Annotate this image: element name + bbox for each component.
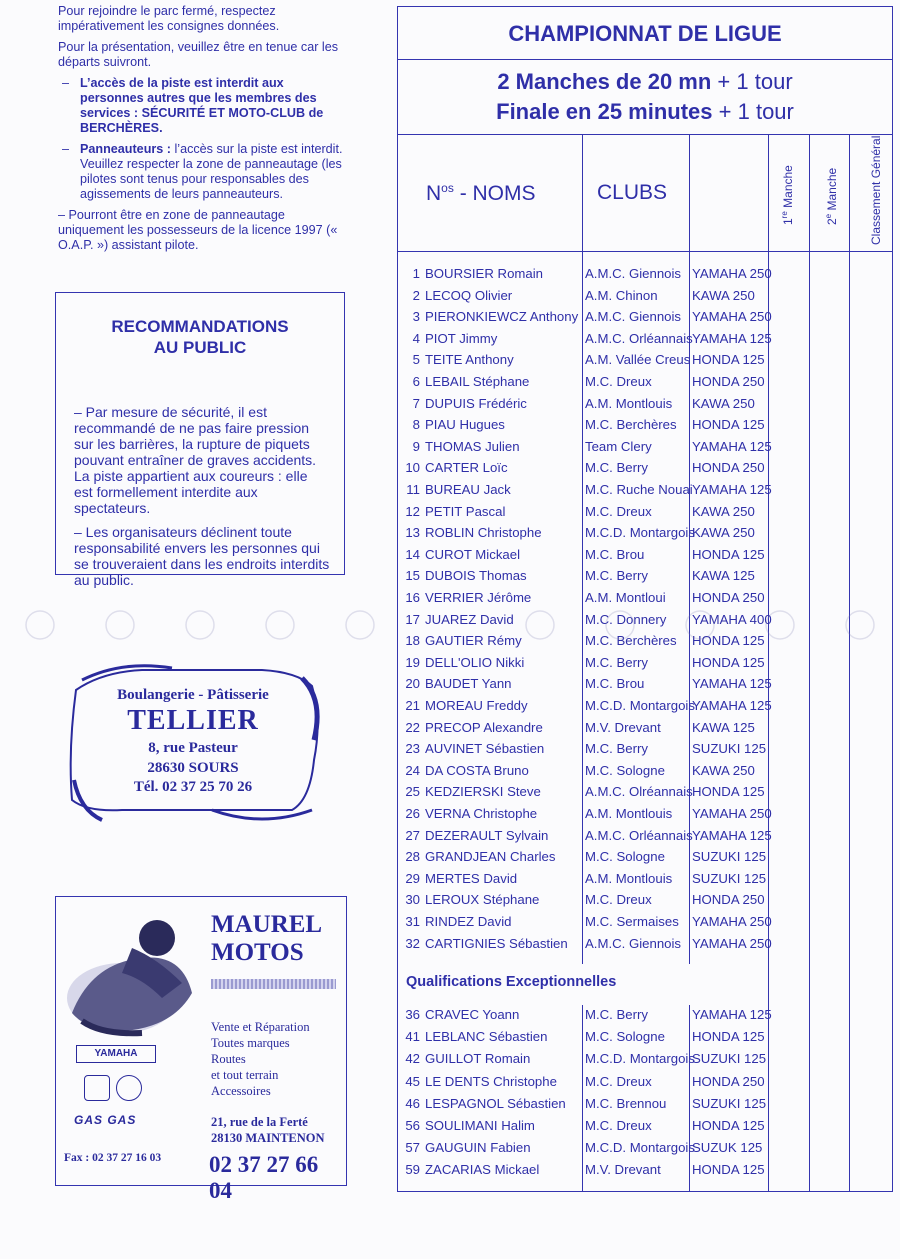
rider-club: M.C.D. Montargois	[585, 1051, 695, 1067]
rider-club: A.M.C. Giennois	[585, 935, 682, 951]
rider-name: LEBAIL Stéphane	[425, 374, 530, 389]
rider-bike: HONDA 125	[692, 1118, 765, 1133]
recommendations-title-line-1: RECOMMANDATIONS	[111, 317, 289, 336]
table-row	[398, 889, 768, 911]
rider-club: M.C. Brou	[585, 546, 645, 562]
rule-panneauteurs-text: l’accès sur la piste est interdit. Veuillez respecter la zone de panneautage (les pilotes sont tenus pour responsables des agissements de leurs panneauteurs.	[80, 142, 343, 201]
rider-bike: HONDA 250	[692, 590, 765, 605]
rider-name: RINDEZ David	[425, 914, 512, 929]
divider	[398, 134, 892, 135]
table-row	[398, 695, 772, 717]
rider-club: M.C. Berry	[585, 654, 649, 670]
rider-name: PIOT Jimmy	[425, 330, 498, 346]
rider-number: 12	[405, 503, 420, 519]
manche-2-sup: e	[824, 213, 833, 219]
rider-club: A.M.C. Giennois	[585, 266, 682, 281]
rider-name: VERRIER Jérôme	[425, 590, 532, 605]
rider-number: 41	[405, 1029, 420, 1045]
service-line: et tout terrain	[211, 1068, 279, 1082]
yamaha-logo-icon: YAMAHA	[76, 1045, 156, 1063]
column-header-clubs: CLUBS	[597, 181, 668, 204]
table-row	[398, 436, 772, 458]
rider-club: M.V. Drevant	[585, 1162, 661, 1178]
rider-number: 20	[405, 676, 420, 692]
race-format-line-2-bold: Finale en 25 minutes	[496, 99, 713, 124]
dash: –	[62, 142, 70, 156]
rider-club: A.M. Montlouis	[585, 806, 673, 821]
column-header-classement-general: Classement Général	[869, 135, 883, 245]
rider-bike: KAWA 250	[692, 395, 755, 411]
rider-bike: YAMAHA 250	[692, 806, 772, 821]
rider-bike: KAWA 125	[692, 719, 755, 735]
rider-number: 19	[405, 654, 420, 670]
rule-panneauteurs-label: Panneauteurs :	[80, 142, 171, 156]
maurel-motos-ad	[55, 896, 347, 1203]
rider-name: TEITE Anthony	[425, 352, 514, 368]
table-row	[398, 1048, 768, 1070]
intro-paragraph-1: Pour rejoindre le parc fermé, respectez impérativement les consignes données.	[58, 4, 280, 33]
rider-name: ROBLIN Christophe	[425, 525, 542, 541]
rider-number: 18	[405, 633, 420, 649]
rider-name: GUILLOT Romain	[425, 1051, 531, 1067]
rule-track-access	[62, 76, 350, 136]
decorative-bar	[211, 979, 336, 989]
rider-bike: YAMAHA 125	[692, 676, 772, 692]
table-row	[398, 738, 768, 760]
rider-name: AUVINET Sébastien	[425, 741, 545, 757]
rider-name: PETIT Pascal	[425, 503, 506, 519]
rider-number: 25	[405, 784, 420, 800]
maurel-ad-services	[211, 1019, 310, 1099]
rider-number: 45	[405, 1073, 420, 1089]
rider-number: 22	[405, 719, 420, 735]
table-row	[398, 846, 768, 868]
rider-name: VERNA Christophe	[425, 806, 538, 821]
rider-number: 14	[405, 546, 420, 562]
rider-name: BUREAU Jack	[425, 482, 511, 497]
rider-name: KEDZIERSKI Steve	[425, 784, 541, 800]
rider-name: THOMAS Julien	[425, 438, 520, 454]
table-row	[398, 803, 772, 825]
table-row	[398, 1093, 768, 1115]
rider-club: M.C. Berry	[585, 741, 649, 757]
bakery-ad-subtitle: Boulangerie - Pâtisserie	[117, 687, 269, 703]
race-format-line-1-bold: 2 Manches de 20 mn	[497, 69, 712, 94]
rider-number: 9	[412, 438, 420, 454]
rider-bike: KAWA 250	[692, 762, 755, 778]
rider-bike: YAMAHA 125	[692, 698, 772, 713]
rider-name: CARTER Loïc	[425, 460, 508, 476]
maurel-ad-title-line-2: MOTOS	[211, 939, 304, 966]
rider-number: 15	[405, 568, 420, 584]
rider-bike: HONDA 250	[692, 460, 765, 476]
column-header-manche-1	[780, 165, 795, 225]
table-row	[398, 587, 768, 609]
rider-bike: HONDA 125	[692, 654, 765, 670]
rider-number: 46	[405, 1095, 420, 1111]
rider-name: BOURSIER Romain	[425, 266, 543, 281]
rider-name: CRAVEC Yoann	[425, 1007, 520, 1022]
manche-1-rest: Manche	[781, 165, 795, 212]
rider-name: PRECOP Alexandre	[425, 719, 543, 735]
rider-bike: YAMAHA 250	[692, 914, 772, 929]
rider-number: 23	[405, 741, 420, 757]
rider-bike: SUZUKI 125	[692, 1095, 767, 1111]
rider-bike: YAMAHA 125	[692, 330, 772, 346]
rider-club: M.C. Sologne	[585, 762, 665, 778]
rule-panneauteurs	[62, 142, 350, 202]
column-header-manche-2	[824, 168, 839, 225]
rider-bike: KAWA 250	[692, 287, 755, 303]
table-row	[398, 349, 768, 371]
maurel-ad-fax: Fax : 02 37 27 16 03	[64, 1152, 162, 1164]
rider-number: 31	[405, 914, 420, 929]
table-row	[398, 263, 772, 285]
rider-club: M.C. Berry	[585, 460, 649, 476]
rider-number: 59	[405, 1162, 420, 1178]
rule-track-access-text: L’accès de la piste est interdit aux personnes autres que les membres des services : SÉCURITÉ ET MOTO-CLUB de BERCHÈRES.	[80, 76, 324, 135]
rider-club: A.M. Montloui	[585, 590, 666, 605]
rider-club: M.C. Brou	[585, 676, 645, 692]
table-row	[398, 717, 768, 739]
table-row	[398, 1071, 768, 1093]
table-row	[398, 306, 772, 328]
rider-number: 6	[412, 374, 420, 389]
rider-number: 21	[405, 698, 420, 713]
column-line	[809, 134, 810, 1191]
rider-name: LEROUX Stéphane	[425, 892, 540, 908]
rider-number: 7	[412, 395, 420, 411]
rider-number: 16	[405, 590, 420, 605]
rider-bike: HONDA 250	[692, 374, 765, 389]
table-row	[398, 501, 768, 523]
left-column	[58, 0, 350, 259]
table-row	[398, 479, 772, 501]
rider-club: M.C. Brennou	[585, 1095, 667, 1111]
rider-number: 13	[405, 525, 420, 541]
bakery-ad-city: 28630 SOURS	[147, 760, 239, 776]
header-divider	[398, 251, 892, 252]
table-row	[398, 630, 768, 652]
rider-club: M.C. Sologne	[585, 849, 665, 865]
rider-club: M.C.D. Montargois	[585, 698, 695, 713]
rider-club: A.M. Montlouis	[585, 395, 673, 411]
table-row	[398, 652, 768, 674]
address-line-1: 21, rue de la Ferté	[211, 1115, 308, 1129]
rider-number: 24	[405, 762, 420, 778]
rider-name: DEZERAULT Sylvain	[425, 827, 549, 843]
maurel-ad-address	[211, 1114, 325, 1146]
table-row	[398, 609, 772, 631]
rider-name: SOULIMANI Halim	[425, 1118, 535, 1133]
rider-number: 30	[405, 892, 420, 908]
rider-bike: SUZUKI 125	[692, 741, 767, 757]
recommendations-title-line-2: AU PUBLIC	[153, 338, 247, 357]
rider-bike: KAWA 250	[692, 503, 755, 519]
manche-1-num: 1	[781, 218, 795, 225]
recommendations-title	[56, 316, 344, 358]
rider-name: CUROT Mickael	[425, 546, 521, 562]
race-format-line-1	[398, 69, 892, 95]
rider-club: M.C. Dreux	[585, 503, 652, 519]
table-row	[398, 457, 768, 479]
bakery-ad-name: TELLIER	[127, 705, 259, 736]
rider-bike: YAMAHA 250	[692, 266, 772, 281]
rider-number: 28	[405, 849, 420, 865]
table-row	[398, 1159, 768, 1181]
intro-paragraph-2: Pour la présentation, veuillez être en tenue car les départs suivront.	[58, 40, 339, 69]
recommendations-paragraph-2: – Les organisateurs déclinent toute responsabilité envers les personnes qui se trouveraient dans les endroits interdits au public.	[74, 524, 330, 588]
rider-bike: HONDA 250	[692, 1073, 765, 1089]
table-row	[398, 393, 768, 415]
rider-bike: KAWA 250	[692, 525, 755, 541]
rider-club: M.C. Berchères	[585, 633, 677, 649]
rider-number: 56	[405, 1118, 420, 1133]
rider-club: M.C.D. Montargois	[585, 1140, 695, 1156]
manche-1-sup: re	[780, 211, 789, 219]
rider-club: M.C. Dreux	[585, 374, 652, 389]
rider-bike: HONDA 250	[692, 892, 765, 908]
rider-number: 10	[405, 460, 420, 476]
rider-bike: YAMAHA 400	[692, 611, 772, 627]
championship-table	[397, 6, 893, 1192]
rider-name: LEBLANC Sébastien	[425, 1029, 548, 1045]
table-row	[398, 1115, 768, 1137]
rider-number: 36	[405, 1007, 420, 1022]
maurel-ad-phone: 02 37 27 66 04	[209, 1152, 319, 1203]
rider-club: Team Clery	[585, 438, 652, 454]
rider-bike: YAMAHA 250	[692, 935, 772, 951]
rider-bike: KAWA 125	[692, 568, 755, 584]
rider-club: M.C. Sologne	[585, 1029, 665, 1045]
rider-number: 17	[405, 611, 420, 627]
service-line: Vente et Réparation	[211, 1020, 310, 1034]
rider-club: A.M. Vallée Creus	[585, 352, 691, 368]
rider-name: ZACARIAS Mickael	[425, 1162, 540, 1178]
rider-name: PIAU Hugues	[425, 417, 505, 433]
rider-bike: HONDA 125	[692, 417, 765, 433]
rider-club: M.C. Dreux	[585, 892, 652, 908]
rider-bike: HONDA 125	[692, 633, 765, 649]
race-format-line-2-rest: + 1 tour	[712, 99, 794, 124]
rider-club: M.C. Ruche Nouai	[585, 482, 693, 497]
rider-number: 29	[405, 870, 420, 886]
rider-club: M.V. Drevant	[585, 719, 661, 735]
table-row	[398, 933, 772, 955]
morini-logo-icon	[84, 1075, 110, 1101]
rider-club: A.M. Montlouis	[585, 870, 673, 886]
rider-bike: HONDA 125	[692, 784, 765, 800]
column-line	[849, 134, 850, 1191]
rider-name: GAUGUIN Fabien	[425, 1140, 531, 1156]
table-row	[398, 522, 768, 544]
bakery-ad	[62, 660, 324, 828]
rider-number: 27	[405, 827, 420, 843]
rider-name: LECOQ Olivier	[425, 287, 513, 303]
rider-name: LESPAGNOL Sébastien	[425, 1095, 566, 1111]
rider-name: LE DENTS Christophe	[425, 1073, 557, 1089]
rider-bike: YAMAHA 250	[692, 309, 772, 325]
maurel-ad-title-line-1: MAUREL	[211, 911, 323, 938]
service-line: Accessoires	[211, 1084, 271, 1098]
rider-number: 42	[405, 1051, 420, 1067]
bakery-ad-phone: Tél. 02 37 25 70 26	[133, 779, 253, 795]
rider-name: PIERONKIEWCZ Anthony	[425, 309, 579, 325]
rider-number: 3	[412, 309, 420, 325]
rider-name: MOREAU Freddy	[425, 698, 528, 713]
column-line	[768, 134, 769, 1191]
rider-number: 1	[412, 266, 420, 281]
dash: –	[62, 76, 70, 90]
rider-bike: SUZUKI 125	[692, 849, 767, 865]
bakery-ad-address: 8, rue Pasteur	[148, 740, 238, 756]
qualifications-title: Qualifications Exceptionnelles	[406, 974, 617, 990]
divider	[398, 59, 892, 60]
table-row	[398, 1026, 768, 1048]
header-n: N	[426, 182, 442, 205]
table-row	[398, 565, 768, 587]
rider-club: A.M.C. Orléannais	[585, 827, 693, 843]
service-line: Toutes marques	[211, 1036, 290, 1050]
table-row	[398, 1137, 768, 1159]
rider-bike: SUZUKI 125	[692, 1051, 767, 1067]
table-row	[398, 673, 772, 695]
rider-club: M.C. Dreux	[585, 1073, 652, 1089]
table-row	[398, 760, 768, 782]
rider-club: M.C.D. Montargois	[585, 525, 695, 541]
table-row	[398, 371, 768, 393]
motorcycle-rider-icon	[62, 903, 202, 1043]
championship-title: CHAMPIONNAT DE LIGUE	[508, 21, 782, 46]
rider-number: 57	[405, 1140, 420, 1156]
rider-club: M.C. Berry	[585, 1007, 649, 1022]
rider-bike: YAMAHA 125	[692, 438, 772, 454]
rider-name: DUBOIS Thomas	[425, 568, 527, 584]
rider-club: M.C. Donnery	[585, 611, 667, 627]
rider-bike: HONDA 125	[692, 1162, 765, 1178]
rider-number: 2	[412, 287, 420, 303]
service-line: Routes	[211, 1052, 246, 1066]
header-sup: os	[441, 181, 454, 195]
rider-number: 26	[405, 806, 420, 821]
rider-bike: HONDA 125	[692, 546, 765, 562]
manche-2-num: 2	[825, 218, 839, 225]
rider-name: GRANDJEAN Charles	[425, 849, 556, 865]
maurel-ad-title	[211, 911, 322, 967]
rider-bike: YAMAHA 125	[692, 827, 772, 843]
column-header-names	[426, 181, 536, 206]
rider-club: A.M. Chinon	[585, 287, 658, 303]
rider-club: M.C. Dreux	[585, 1118, 652, 1133]
rider-bike: YAMAHA 125	[692, 482, 772, 497]
rider-bike: SUZUK 125	[692, 1140, 763, 1156]
table-row	[398, 911, 772, 933]
rider-number: 11	[406, 482, 420, 497]
rider-number: 5	[412, 352, 420, 368]
rider-club: A.M.C. Giennois	[585, 309, 682, 325]
table-row	[398, 328, 772, 350]
rider-club: A.M.C. Orléannais	[585, 330, 693, 346]
header-names-rest: - NOMS	[453, 182, 536, 205]
rider-bike: HONDA 125	[692, 1029, 765, 1045]
table-row	[398, 781, 768, 803]
intro-paragraph-3: – Pourront être en zone de panneautage uniquement les possesseurs de la licence 1997 (« O.A.P. ») assistant pilote.	[58, 208, 338, 252]
recommendations-box	[55, 292, 345, 588]
rider-name: JUAREZ David	[425, 611, 514, 627]
address-line-2: 28130 MAINTENON	[211, 1131, 325, 1145]
piaggio-logo-icon	[116, 1075, 142, 1101]
rider-number: 8	[412, 417, 420, 433]
rider-bike: SUZUKI 125	[692, 870, 767, 886]
rider-club: M.C. Berry	[585, 568, 649, 584]
rider-club: M.C. Berchères	[585, 417, 677, 433]
table-row	[398, 285, 768, 307]
table-row	[398, 414, 768, 436]
rider-name: CARTIGNIES Sébastien	[425, 935, 568, 951]
rider-bike: HONDA 125	[692, 352, 765, 368]
rider-name: DUPUIS Frédéric	[425, 395, 527, 411]
rider-name: BAUDET Yann	[425, 676, 512, 692]
rider-number: 32	[405, 935, 420, 951]
recommendations-paragraph-1: – Par mesure de sécurité, il est recommandé de ne pas faire pression sur les barrières, la rupture de piquets pouvant entraîner de graves accidents. La piste appartient aux coureurs : elle est formellement interdite aux spectateurs.	[74, 404, 317, 516]
rider-bike: YAMAHA 125	[692, 1007, 772, 1022]
rider-name: DELL'OLIO Nikki	[425, 654, 525, 670]
gasgas-logo: GAS GAS	[74, 1113, 137, 1127]
table-row	[398, 825, 772, 847]
rider-club: M.C. Sermaises	[585, 914, 679, 929]
rider-name: MERTES David	[425, 870, 518, 886]
race-format-line-2	[398, 99, 892, 125]
rider-name: GAUTIER Rémy	[425, 633, 522, 649]
table-row	[398, 544, 768, 566]
rider-number: 4	[412, 330, 420, 346]
race-format-line-1-rest: + 1 tour	[711, 69, 793, 94]
table-row	[398, 868, 768, 890]
rider-club: A.M.C. Olréannais	[585, 784, 693, 800]
rider-name: DA COSTA Bruno	[425, 762, 529, 778]
manche-2-rest: Manche	[825, 167, 839, 214]
table-row	[398, 1004, 772, 1026]
